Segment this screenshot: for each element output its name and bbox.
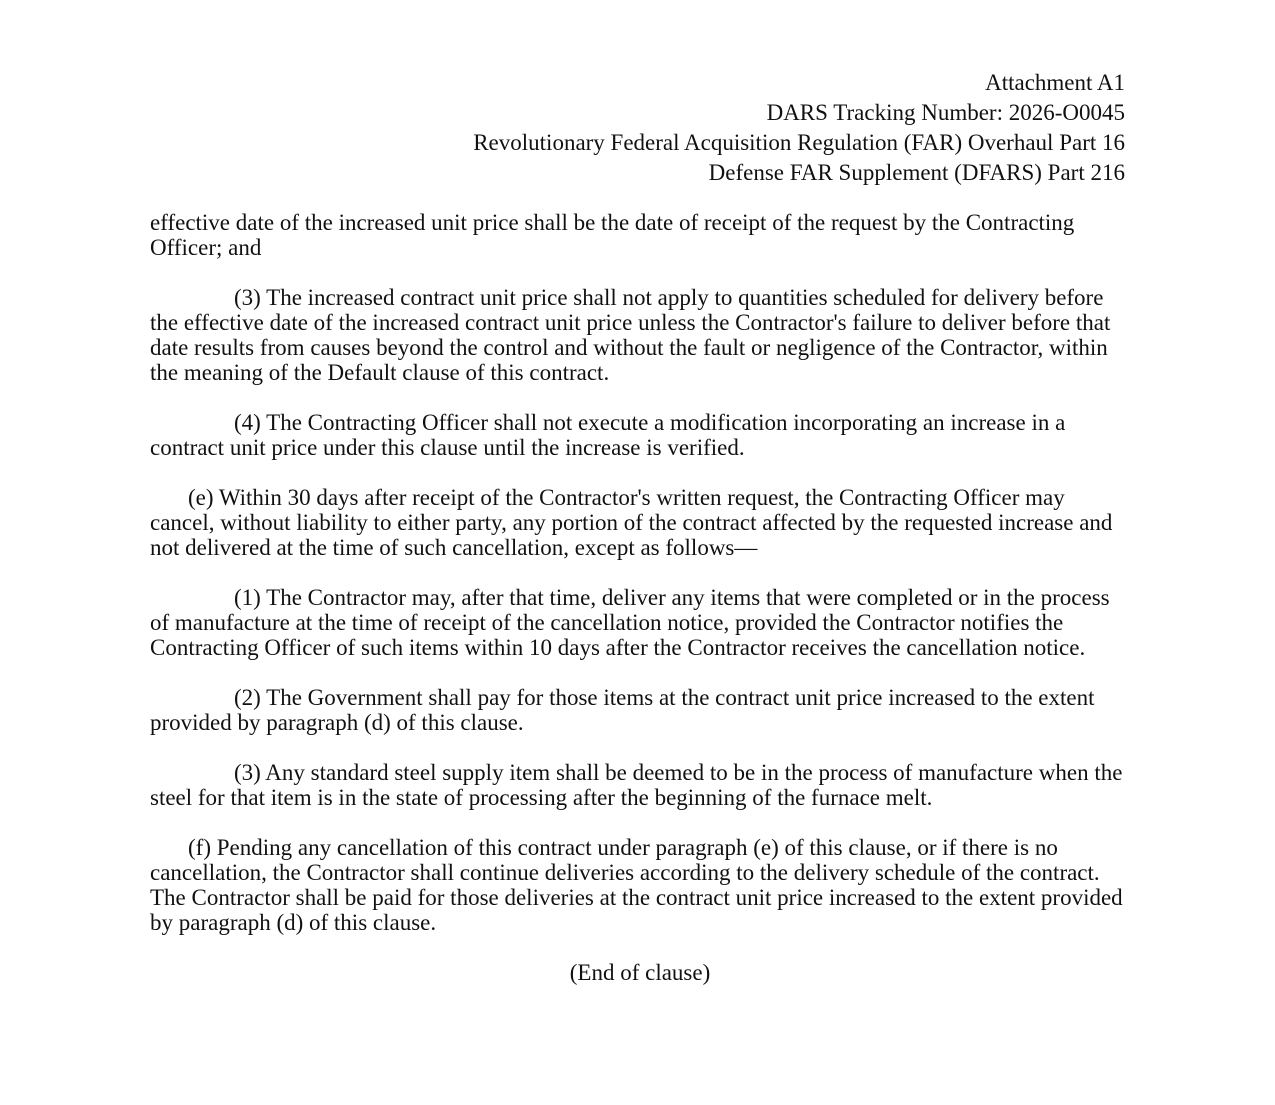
paragraph-d3: (3) The increased contract unit price shall not apply to quantities scheduled for delivery before the effective date of the increased contract unit price unless the Contractor's failure to deliver before that date results from causes beyond the control and without the fault or negligence of the Contractor, within the meaning of the Default clause of this contract. bbox=[150, 285, 1111, 385]
clause-body bbox=[150, 210, 1130, 1010]
paragraph-e3: (3) Any standard steel supply item shall be deemed to be in the process of manufacture when the steel for that item is in the state of processing after the beginning of the furnace melt. bbox=[150, 760, 1123, 810]
paragraph-e1: (1) The Contractor may, after that time, deliver any items that were completed or in the process of manufacture at the time of receipt of the cancellation notice, provided the Contractor notifies the Contracting Officer of such items within 10 days after the Contractor receives the cancellation notice. bbox=[150, 585, 1110, 660]
attachment-label: Attachment A1 bbox=[985, 70, 1125, 95]
dfars-part-title: Defense FAR Supplement (DFARS) Part 216 bbox=[708, 160, 1125, 185]
tracking-number: DARS Tracking Number: 2026-O0045 bbox=[766, 100, 1125, 125]
paragraph-f: (f) Pending any cancellation of this contract under paragraph (e) of this clause, or if there is no cancellation, the Contractor shall continue deliveries according to the delivery schedule of the contract. The Contractor shall be paid for those deliveries at the contract unit price increased to the extent provided by paragraph (d) of this clause. bbox=[150, 835, 1123, 935]
end-of-clause: (End of clause) bbox=[569, 960, 711, 985]
paragraph-e: (e) Within 30 days after receipt of the Contractor's written request, the Contracting Officer may cancel, without liability to either party, any portion of the contract affected by the requested increase and not delivered at the time of such cancellation, except as follows— bbox=[150, 485, 1113, 560]
paragraph-continuation: effective date of the increased unit price shall be the date of receipt of the request by the Contracting Officer; and bbox=[150, 210, 1075, 260]
paragraph-e2: (2) The Government shall pay for those items at the contract unit price increased to the extent provided by paragraph (d) of this clause. bbox=[150, 685, 1095, 735]
page-header bbox=[473, 68, 1125, 188]
paragraph-d4: (4) The Contracting Officer shall not execute a modification incorporating an increase in a contract unit price under this clause until the increase is verified. bbox=[150, 410, 1066, 460]
far-part-title: Revolutionary Federal Acquisition Regulation (FAR) Overhaul Part 16 bbox=[473, 130, 1125, 155]
